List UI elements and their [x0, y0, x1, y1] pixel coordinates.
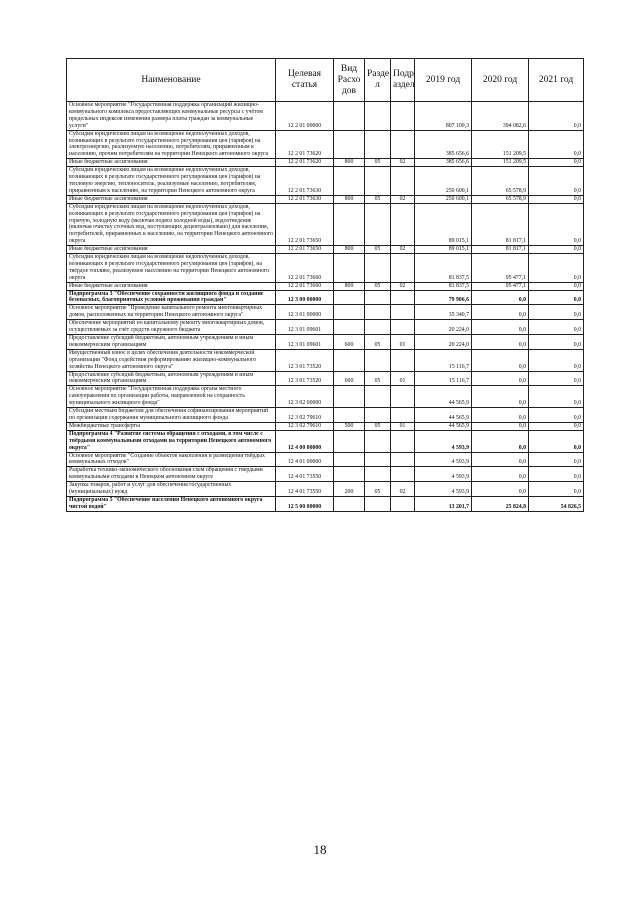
target-article-cell: 12 2 01 73650 — [276, 246, 334, 254]
subsection-cell — [391, 305, 415, 320]
section-cell — [365, 430, 391, 452]
row-name-cell: Иные бюджетные ассигнования — [67, 195, 276, 203]
amount-2021-cell: 0,0 — [529, 371, 584, 386]
row-name-cell: Подпрограмма 5 "Обеспечение населения Ненецкого автономного округа чистой водой" — [67, 496, 276, 511]
expense-type-cell — [334, 467, 365, 482]
amount-2021-cell: 0,0 — [529, 195, 584, 203]
amount-2020-cell: 0,0 — [472, 290, 529, 305]
amount-2020-cell: 0,0 — [472, 482, 529, 497]
expense-type-cell — [334, 496, 365, 511]
target-article-cell: 12 3 02 00000 — [276, 386, 334, 408]
amount-2021-cell: 0,0 — [529, 422, 584, 430]
section-cell — [365, 203, 391, 245]
subsection-cell — [391, 430, 415, 452]
amount-2019-cell: 4 593,9 — [415, 482, 472, 497]
section-cell: 05 — [365, 246, 391, 254]
section-cell: 05 — [365, 195, 391, 203]
target-article-cell: 12 3 02 79610 — [276, 422, 334, 430]
table-row — [67, 282, 584, 290]
amount-2021-cell: 0,0 — [529, 430, 584, 452]
amount-2020-cell: 95 477,1 — [472, 254, 529, 283]
row-name-cell: Субсидии юридическим лицам на возмещение недополученных доходов, возникающих в результате государственного регулирования цен (тарифов) на горячую, холодную воду (включая подвоз холодной воды), водоотведение (включая очистку сточных вод, поступающих децентрализовано) для населения, потребителей, приравненных к населению, на территории Ненецкого автономного округа — [67, 203, 276, 245]
section-cell: 05 — [365, 159, 391, 167]
target-article-cell: 12 3 01 73520 — [276, 371, 334, 386]
section-cell — [365, 496, 391, 511]
amount-2019-cell: 250 600,1 — [415, 195, 472, 203]
subsection-cell — [391, 102, 415, 131]
amount-2020-cell: 0,0 — [472, 422, 529, 430]
table-header-row — [67, 59, 584, 102]
row-name-cell: Основное мероприятие "Государственная поддержка организаций жилищно-коммунального комплекса предоставляющих коммунальные ресурсы с учётом предельных индексов изменения размера платы граждан за коммунальные услуги" — [67, 102, 276, 131]
target-article-cell: 12 2 01 73660 — [276, 282, 334, 290]
amount-2019-cell: 89 015,1 — [415, 246, 472, 254]
amount-2021-cell: 0,0 — [529, 305, 584, 320]
expense-type-cell — [334, 349, 365, 371]
row-name-cell: Субсидии местным бюджетам для обеспечения софинансирования мероприятий по организации содержания муниципального жилищного фонда — [67, 408, 276, 423]
section-cell: 05 — [365, 335, 391, 350]
target-article-cell: 12 2 01 73660 — [276, 254, 334, 283]
section-cell: 05 — [365, 482, 391, 497]
table-row — [67, 159, 584, 167]
amount-2021-cell: 0,0 — [529, 335, 584, 350]
expense-type-cell: 800 — [334, 246, 365, 254]
section-cell: 05 — [365, 422, 391, 430]
expense-type-cell — [334, 203, 365, 245]
target-article-cell: 12 2 01 73620 — [276, 159, 334, 167]
header-subsection: Подр аздел — [391, 59, 415, 102]
table-row — [67, 496, 584, 511]
section-cell — [365, 349, 391, 371]
amount-2021-cell: 0,0 — [529, 246, 584, 254]
expense-type-cell: 600 — [334, 371, 365, 386]
expense-type-cell — [334, 167, 365, 196]
table-row — [67, 246, 584, 254]
amount-2020-cell: 0,0 — [472, 371, 529, 386]
subsection-cell: 01 — [391, 422, 415, 430]
target-article-cell: 12 3 02 79610 — [276, 408, 334, 423]
table-row — [67, 386, 584, 408]
subsection-cell — [391, 452, 415, 467]
amount-2021-cell: 0,0 — [529, 452, 584, 467]
table-row — [67, 452, 584, 467]
expense-type-cell: 800 — [334, 282, 365, 290]
table-row — [67, 371, 584, 386]
amount-2020-cell: 0,0 — [472, 305, 529, 320]
table-row — [67, 320, 584, 335]
table-row — [67, 305, 584, 320]
amount-2021-cell: 0,0 — [529, 203, 584, 245]
section-cell — [365, 386, 391, 408]
amount-2020-cell: 65 578,9 — [472, 167, 529, 196]
amount-2020-cell: 65 578,9 — [472, 195, 529, 203]
table-row — [67, 430, 584, 452]
row-name-cell: Иные бюджетные ассигнования — [67, 246, 276, 254]
amount-2019-cell: 4 593,9 — [415, 430, 472, 452]
amount-2020-cell: 0,0 — [472, 335, 529, 350]
header-name: Наименование — [67, 59, 276, 102]
row-name-cell: Основное мероприятие "Государственная поддержка органа местного самоуправления по организации работы, направленной на сохранность муниципального жилищного фонда" — [67, 386, 276, 408]
amount-2020-cell: 0,0 — [472, 349, 529, 371]
section-cell — [365, 408, 391, 423]
amount-2021-cell: 0,0 — [529, 467, 584, 482]
row-name-cell: Подпрограмма 3 "Обеспечение сохранности жилищного фонда и создание безопасных, благоприятных условий проживания граждан" — [67, 290, 276, 305]
amount-2020-cell: 25 824,8 — [472, 496, 529, 511]
expense-type-cell: 200 — [334, 482, 365, 497]
target-article-cell: 12 4 01 73550 — [276, 467, 334, 482]
table-row — [67, 467, 584, 482]
subsection-cell — [391, 203, 415, 245]
section-cell: 05 — [365, 282, 391, 290]
header-year-2020: 2020 год — [472, 59, 529, 102]
table-body — [67, 102, 584, 512]
amount-2020-cell: 0,0 — [472, 386, 529, 408]
header-expense-type: Вид Расхо дов — [334, 59, 365, 102]
expense-type-cell: 800 — [334, 195, 365, 203]
amount-2020-cell: 151 209,5 — [472, 159, 529, 167]
amount-2019-cell: 89 015,1 — [415, 203, 472, 245]
amount-2019-cell: 44 565,9 — [415, 408, 472, 423]
row-name-cell: Межбюджетные трансферты — [67, 422, 276, 430]
target-article-cell: 12 2 01 73620 — [276, 130, 334, 159]
amount-2020-cell: 0,0 — [472, 430, 529, 452]
subsection-cell — [391, 130, 415, 159]
expense-type-cell — [334, 320, 365, 335]
expense-type-cell — [334, 130, 365, 159]
table-row — [67, 422, 584, 430]
target-article-cell: 12 3 01 09601 — [276, 320, 334, 335]
row-name-cell: Предоставление субсидий бюджетным, автономным учреждениям и иным некоммерческим организациям — [67, 371, 276, 386]
table-row — [67, 290, 584, 305]
amount-2019-cell: 79 906,6 — [415, 290, 472, 305]
header-target-article: Целевая статья — [276, 59, 334, 102]
subsection-cell — [391, 408, 415, 423]
table-row — [67, 195, 584, 203]
table-row — [67, 335, 584, 350]
expense-type-cell: 500 — [334, 422, 365, 430]
amount-2021-cell: 54 826,5 — [529, 496, 584, 511]
table-row — [67, 167, 584, 196]
subsection-cell — [391, 496, 415, 511]
section-cell — [365, 305, 391, 320]
amount-2021-cell: 0,0 — [529, 130, 584, 159]
row-name-cell: Субсидии юридическим лицам на возмещение недополученных доходов, возникающих в результате государственного регулирования цен (тарифов) на тепловую энергию, теплоноситель, реализуемые населению, потребителям, приравненным к населению, на территории Ненецкого автономного округа — [67, 167, 276, 196]
amount-2020-cell: 81 817,1 — [472, 246, 529, 254]
target-article-cell: 12 3 01 09601 — [276, 335, 334, 350]
target-article-cell: 12 2 01 73650 — [276, 203, 334, 245]
amount-2019-cell: 35 340,7 — [415, 305, 472, 320]
table-row — [67, 102, 584, 131]
expense-type-cell — [334, 452, 365, 467]
amount-2021-cell: 0,0 — [529, 102, 584, 131]
amount-2021-cell: 0,0 — [529, 320, 584, 335]
subsection-cell: 02 — [391, 195, 415, 203]
row-name-cell: Иные бюджетные ассигнования — [67, 159, 276, 167]
subsection-cell — [391, 467, 415, 482]
row-name-cell: Иные бюджетные ассигнования — [67, 282, 276, 290]
row-name-cell: Предоставление субсидий бюджетным, автономным учреждениям и иным некоммерческим организациям — [67, 335, 276, 350]
section-cell — [365, 254, 391, 283]
amount-2021-cell: 0,0 — [529, 254, 584, 283]
amount-2019-cell: 20 224,0 — [415, 320, 472, 335]
subsection-cell — [391, 167, 415, 196]
target-article-cell: 12 2 01 73630 — [276, 195, 334, 203]
table-row — [67, 203, 584, 245]
section-cell — [365, 102, 391, 131]
amount-2020-cell: 0,0 — [472, 408, 529, 423]
expense-type-cell — [334, 102, 365, 131]
target-article-cell: 12 2 01 00000 — [276, 102, 334, 131]
section-cell — [365, 130, 391, 159]
section-cell — [365, 467, 391, 482]
amount-2019-cell: 81 837,5 — [415, 282, 472, 290]
amount-2020-cell: 81 817,1 — [472, 203, 529, 245]
row-name-cell: Основное мероприятие "Создание объектов накопления и размещения твёрдых коммунальных отходов" — [67, 452, 276, 467]
subsection-cell: 02 — [391, 246, 415, 254]
header-year-2021: 2021 год — [529, 59, 584, 102]
subsection-cell: 02 — [391, 482, 415, 497]
amount-2019-cell: 15 116,7 — [415, 371, 472, 386]
amount-2020-cell: 151 209,5 — [472, 130, 529, 159]
section-cell — [365, 290, 391, 305]
header-section: Разде л — [365, 59, 391, 102]
amount-2020-cell: 394 082,6 — [472, 102, 529, 131]
row-name-cell: Субсидии юридическим лицам на возмещение недополученных доходов, возникающих в результате государственного регулирования цен (тарифов) на электроэнергию, реализуемую населению, потребителям, приравненным к населению, прочим потребителям на территории Ненецкого автономного округа — [67, 130, 276, 159]
expense-type-cell — [334, 254, 365, 283]
row-name-cell: Разработка технико-экономического обоснования схем обращения с твердыми коммунальными отходами в Ненецком автономном округе — [67, 467, 276, 482]
amount-2019-cell: 44 565,9 — [415, 386, 472, 408]
target-article-cell: 12 4 01 73550 — [276, 482, 334, 497]
subsection-cell: 02 — [391, 159, 415, 167]
target-article-cell: 12 4 01 00000 — [276, 452, 334, 467]
section-cell — [365, 452, 391, 467]
subsection-cell: 02 — [391, 282, 415, 290]
section-cell: 05 — [365, 371, 391, 386]
subsection-cell — [391, 254, 415, 283]
row-name-cell: Имущественный взнос в целях обеспечения деятельности некоммерческой организации "Фонд содействия реформированию жилищно-коммунального хозяйства Ненецкого автономного округа" — [67, 349, 276, 371]
expense-type-cell — [334, 305, 365, 320]
amount-2020-cell: 95 477,1 — [472, 282, 529, 290]
expense-type-cell — [334, 290, 365, 305]
target-article-cell: 12 2 01 73630 — [276, 167, 334, 196]
subsection-cell: 01 — [391, 371, 415, 386]
expense-type-cell — [334, 430, 365, 452]
row-name-cell: Основное мероприятие "Проведение капитального ремонта многоквартирных домов, расположенных на территории Ненецкого автономного округа" — [67, 305, 276, 320]
section-cell — [365, 167, 391, 196]
row-name-cell: Субсидии юридическим лицам на возмещение недополученных доходов, возникающих в результате государственного регулирования цен (тарифов), на твёрдое топливо, реализуемое населению на территории Ненецкого автономного округа — [67, 254, 276, 283]
amount-2021-cell: 0,0 — [529, 386, 584, 408]
amount-2019-cell: 13 201,7 — [415, 496, 472, 511]
header-year-2019: 2019 год — [415, 59, 472, 102]
amount-2019-cell: 807 109,3 — [415, 102, 472, 131]
target-article-cell: 12 4 00 00000 — [276, 430, 334, 452]
expense-type-cell — [334, 386, 365, 408]
table-row — [67, 130, 584, 159]
amount-2020-cell: 0,0 — [472, 320, 529, 335]
amount-2020-cell: 0,0 — [472, 452, 529, 467]
amount-2019-cell: 4 593,9 — [415, 452, 472, 467]
table-row — [67, 408, 584, 423]
expense-type-cell — [334, 408, 365, 423]
subsection-cell — [391, 320, 415, 335]
table-row — [67, 349, 584, 371]
amount-2019-cell: 385 656,6 — [415, 159, 472, 167]
subsection-cell — [391, 290, 415, 305]
row-name-cell: Обеспечение мероприятий по капитальному ремонту многоквартирных домов, осуществляемых за счёт средств окружного бюджета — [67, 320, 276, 335]
amount-2021-cell: 0,0 — [529, 290, 584, 305]
budget-table — [66, 58, 584, 512]
table-row — [67, 482, 584, 497]
amount-2019-cell: 15 116,7 — [415, 349, 472, 371]
amount-2021-cell: 0,0 — [529, 482, 584, 497]
subsection-cell — [391, 386, 415, 408]
row-name-cell: Закупка товаров, работ и услуг для обеспечения государственных (муниципальных) нужд — [67, 482, 276, 497]
subsection-cell: 01 — [391, 335, 415, 350]
amount-2019-cell: 385 656,6 — [415, 130, 472, 159]
amount-2021-cell: 0,0 — [529, 167, 584, 196]
amount-2019-cell: 4 593,9 — [415, 467, 472, 482]
target-article-cell: 12 5 00 00000 — [276, 496, 334, 511]
page-number: 18 — [313, 842, 327, 857]
target-article-cell: 12 3 00 00000 — [276, 290, 334, 305]
amount-2019-cell: 250 600,1 — [415, 167, 472, 196]
table-row — [67, 254, 584, 283]
amount-2019-cell: 44 565,9 — [415, 422, 472, 430]
expense-type-cell: 800 — [334, 159, 365, 167]
expense-type-cell: 600 — [334, 335, 365, 350]
target-article-cell: 12 3 01 73520 — [276, 349, 334, 371]
amount-2021-cell: 0,0 — [529, 282, 584, 290]
target-article-cell: 12 3 01 00000 — [276, 305, 334, 320]
section-cell — [365, 320, 391, 335]
amount-2019-cell: 20 224,0 — [415, 335, 472, 350]
amount-2021-cell: 0,0 — [529, 349, 584, 371]
amount-2021-cell: 0,0 — [529, 159, 584, 167]
subsection-cell — [391, 349, 415, 371]
row-name-cell: Подпрограмма 4 "Развитие системы обращения с отходами, в том числе с твёрдыми коммунальными отходами на территории Ненецкого автономного округа" — [67, 430, 276, 452]
amount-2020-cell: 0,0 — [472, 467, 529, 482]
amount-2019-cell: 81 837,5 — [415, 254, 472, 283]
amount-2021-cell: 0,0 — [529, 408, 584, 423]
